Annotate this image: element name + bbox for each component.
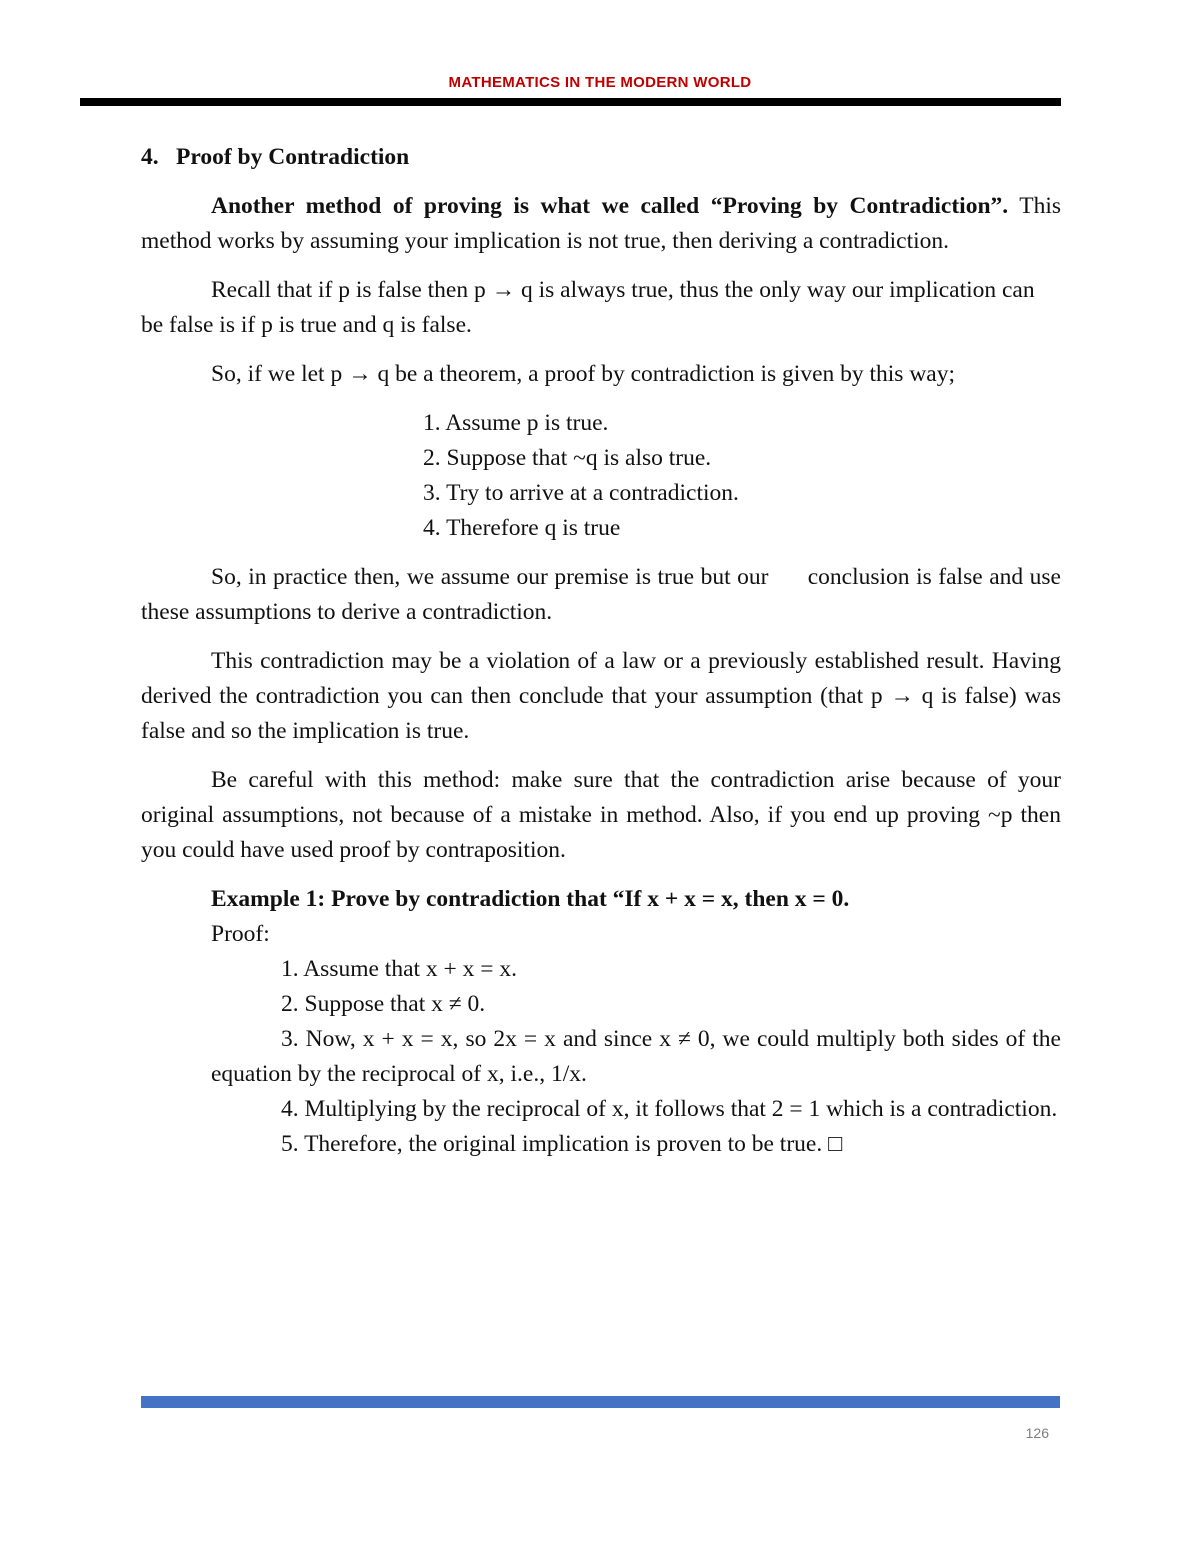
proof-label: Proof: <box>211 921 270 947</box>
footer-rule <box>141 1396 1060 1408</box>
proof-steps-list <box>141 406 1061 546</box>
proof-item: 4. Multiplying by the reciprocal of x, it follows that 2 = 1 which is a contradiction. <box>281 1096 1058 1122</box>
proof-step: 3. Try to arrive at a contradiction. <box>423 480 739 506</box>
page-number: 126 <box>1025 1425 1049 1441</box>
proof-item: 1. Assume that x + x = x. <box>281 956 518 982</box>
example-title: Example 1: Prove by contradiction that “If x + x = x, then x = 0. <box>211 886 850 912</box>
proof-step: 1. Assume p is true. <box>423 410 609 436</box>
recall-paragraph: Recall that if p is false then p → q is always true, thus the only way our implication can be false is if p is true and q is false. <box>141 277 1035 338</box>
section-number: 4. <box>141 144 159 170</box>
proof-step: 2. Suppose that ~q is also true. <box>423 445 712 471</box>
header-rule <box>80 98 1061 106</box>
proof-item: 3. Now, x + x = x, so 2x = x and since x ≠ 0, we could multiply both sides of the equation by the reciprocal of x, i.e., 1/x. <box>211 1026 1061 1087</box>
example-block <box>211 882 1061 1162</box>
intro-paragraph <box>141 189 1061 259</box>
page-header-title: MATHEMATICS IN THE MODERN WORLD <box>448 74 752 91</box>
page-content <box>141 140 1067 1162</box>
intro-bold-text: Another method of proving is what we called “Proving by Contradiction”. <box>211 193 1009 219</box>
intro-rest-text: This method works by assuming your implication is not true, then deriving a contradiction. <box>141 193 1061 254</box>
proof-item: 2. Suppose that x ≠ 0. <box>281 991 486 1017</box>
violation-paragraph: This contradiction may be a violation of a law or a previously established result. Having derived the contradiction you can then conclude that your assumption (that p → q is false) was false and so the implication is true. <box>141 648 1061 744</box>
proof-item: 5. Therefore, the original implication is proven to be true. □ <box>281 1131 843 1157</box>
practice-paragraph: So, in practice then, we assume our premise is true but our conclusion is false and use these assumptions to derive a contradiction. <box>141 564 1067 625</box>
proof-step: 4. Therefore q is true <box>423 515 621 541</box>
careful-paragraph: Be careful with this method: make sure that the contradiction arise because of your original assumptions, not because of a mistake in method. Also, if you end up proving ~p then you could have used proof by contraposition. <box>141 767 1061 863</box>
section-heading <box>141 140 1061 175</box>
section-title: Proof by Contradiction <box>176 144 410 170</box>
so-if-paragraph: So, if we let p → q be a theorem, a proof by contradiction is given by this way; <box>211 361 956 387</box>
